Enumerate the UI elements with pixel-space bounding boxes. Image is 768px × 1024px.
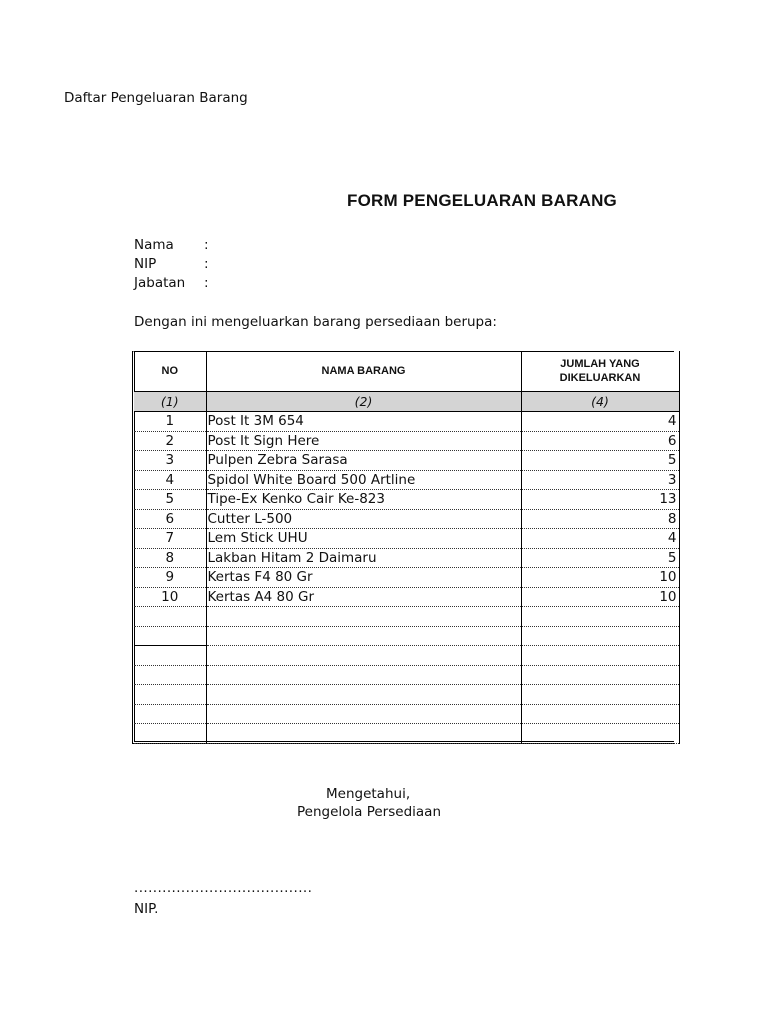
mengetahui-text: Mengetahui, — [326, 786, 411, 802]
header-no: NO — [134, 351, 206, 392]
cell-qty: 5 — [521, 451, 679, 471]
cell-name: Pulpen Zebra Sarasa — [206, 451, 521, 471]
cell-no — [134, 704, 206, 724]
cell-qty: 5 — [521, 548, 679, 568]
cell-no — [134, 646, 206, 666]
cell-qty: 4 — [521, 529, 679, 549]
cell-no — [134, 607, 206, 627]
cell-qty — [521, 607, 679, 627]
field-label: Jabatan — [134, 275, 186, 291]
cell-qty: 10 — [521, 568, 679, 588]
cell-name — [206, 685, 521, 705]
cell-name: Kertas F4 80 Gr — [206, 568, 521, 588]
cell-name: Spidol White Board 500 Artline — [206, 470, 521, 490]
table-row-empty — [134, 607, 679, 627]
cell-name: Lem Stick UHU — [206, 529, 521, 549]
signature-nip: NIP. — [134, 901, 159, 917]
cell-name — [206, 646, 521, 666]
field-colon: : — [204, 256, 209, 272]
table-subheader-row — [134, 392, 679, 412]
cell-no: 8 — [134, 548, 206, 568]
field-colon: : — [204, 275, 209, 291]
cell-no — [134, 626, 206, 646]
table-row-empty — [134, 665, 679, 685]
table-row-empty — [134, 704, 679, 724]
cell-qty — [521, 626, 679, 646]
cell-name: Kertas A4 80 Gr — [206, 587, 521, 607]
table-row-empty — [134, 685, 679, 705]
field-label: NIP — [134, 256, 157, 272]
field-label: Nama — [134, 237, 174, 253]
cell-no — [134, 685, 206, 705]
table-row-empty — [134, 646, 679, 666]
items-table-wrapper — [132, 351, 677, 744]
cell-name: Cutter L-500 — [206, 509, 521, 529]
pengelola-title: Pengelola Persediaan — [297, 804, 441, 820]
table-row — [134, 451, 679, 471]
cell-qty — [521, 685, 679, 705]
table-row — [134, 431, 679, 451]
cell-qty — [521, 665, 679, 685]
form-title: FORM PENGELUARAN BARANG — [347, 191, 617, 210]
cell-qty — [521, 646, 679, 666]
header-jumlah: JUMLAH YANG DIKELUARKAN — [521, 351, 679, 392]
cell-name — [206, 724, 521, 744]
cell-name: Post It 3M 654 — [206, 412, 521, 432]
cell-name — [206, 607, 521, 627]
cell-qty: 4 — [521, 412, 679, 432]
cell-qty — [521, 704, 679, 724]
cell-qty: 6 — [521, 431, 679, 451]
field-colon: : — [204, 237, 209, 253]
table-row — [134, 529, 679, 549]
cell-name — [206, 665, 521, 685]
intro-text: Dengan ini mengeluarkan barang persediaan berupa: — [134, 314, 497, 330]
cell-no: 3 — [134, 451, 206, 471]
cell-name: Post It Sign Here — [206, 431, 521, 451]
cell-name: Lakban Hitam 2 Daimaru — [206, 548, 521, 568]
table-row — [134, 490, 679, 510]
table-row-empty — [134, 626, 679, 646]
cell-no: 9 — [134, 568, 206, 588]
table-row — [134, 470, 679, 490]
cell-qty: 10 — [521, 587, 679, 607]
cell-name — [206, 626, 521, 646]
document-header: Daftar Pengeluaran Barang — [64, 90, 248, 106]
cell-qty: 8 — [521, 509, 679, 529]
cell-qty — [521, 724, 679, 744]
cell-no: 1 — [134, 412, 206, 432]
cell-no: 2 — [134, 431, 206, 451]
cell-no — [134, 665, 206, 685]
table-row — [134, 509, 679, 529]
subheader-2: (2) — [206, 392, 521, 412]
cell-qty: 3 — [521, 470, 679, 490]
subheader-4: (4) — [521, 392, 679, 412]
table-row — [134, 548, 679, 568]
table-row — [134, 587, 679, 607]
cell-name: Tipe-Ex Kenko Cair Ke-823 — [206, 490, 521, 510]
cell-no: 10 — [134, 587, 206, 607]
table-row — [134, 412, 679, 432]
table-header-row — [134, 351, 679, 392]
signature-line: ...................................... — [134, 880, 313, 896]
field-nama — [134, 236, 216, 255]
table-row-empty — [134, 724, 679, 744]
cell-qty: 13 — [521, 490, 679, 510]
cell-no: 7 — [134, 529, 206, 549]
cell-no — [134, 724, 206, 744]
header-nama-barang: NAMA BARANG — [206, 351, 521, 392]
cell-no: 4 — [134, 470, 206, 490]
cell-no: 5 — [134, 490, 206, 510]
subheader-1: (1) — [134, 392, 206, 412]
items-table — [134, 351, 680, 744]
field-jabatan — [134, 274, 216, 293]
cell-no: 6 — [134, 509, 206, 529]
field-nip — [134, 255, 216, 274]
cell-name — [206, 704, 521, 724]
table-row — [134, 568, 679, 588]
